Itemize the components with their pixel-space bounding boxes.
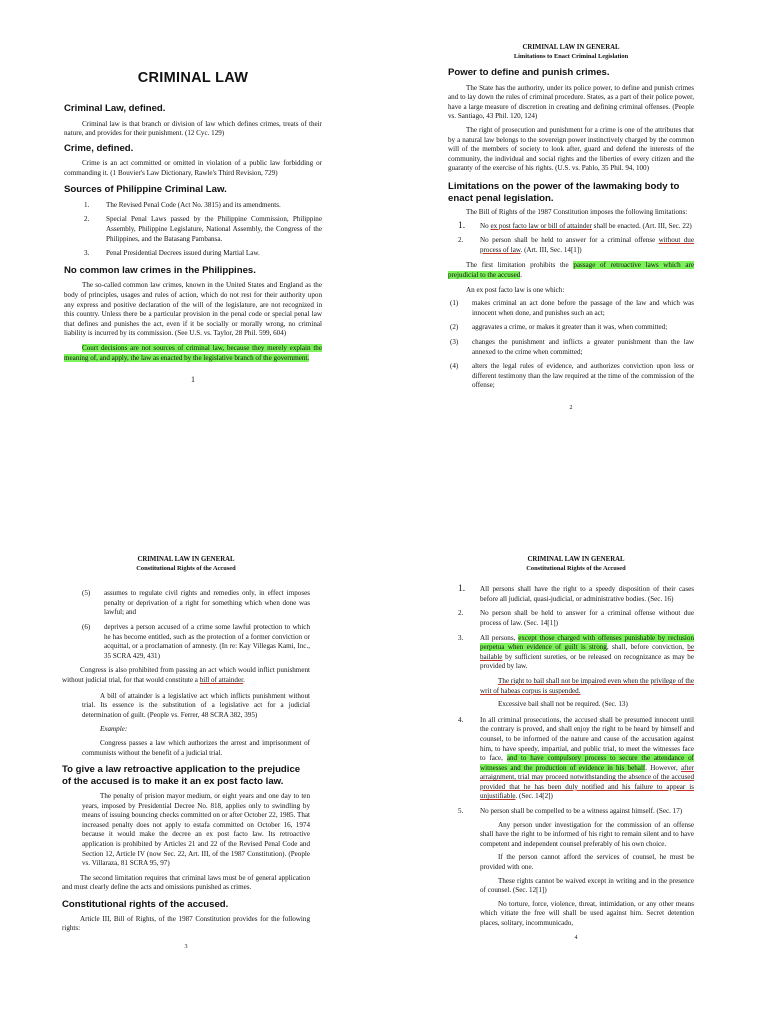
heading-retroactive: To give a law retroactive application to the prejudice of the accused is to make it an ex post facto law. [62, 764, 301, 787]
right-2: 2. No person shall be held to answer for a criminal offense without due process of law. (Sec. 14[1]) [458, 609, 694, 627]
example-label: Example: [100, 725, 128, 734]
heading-limitations: Limitations on the power of the lawmaking body to enact penal legislation. [448, 181, 680, 204]
limitation-2: 2. No person shall be held to answer for a criminal offense without due process of law. (Art. III, Sec. 14[1]) [458, 236, 694, 254]
list-number: 1. [84, 200, 90, 209]
paragraph-second-limitation: The second limitation requires that criminal laws must be of general application and must clearly define the acts and omissions punished as crimes. [62, 873, 310, 892]
ex-post-facto-item-6: (6) deprives a person accused of a crime some lawful protection to which he has become entitled, such as the protection of a former conviction or acquittal, or a proclamation of amnesty. (In re: Kay Villegas Kami, Inc., 35 SCRA 429, 431) [82, 622, 310, 660]
underline-trial-in-absentia: after arraignment, trial may proceed notwithstanding the absence of the accused provided that he has been duly notified and his failure to appear is unjustifiable [480, 763, 694, 801]
list-item-source-1 [64, 201, 322, 211]
paragraph-crime-definition: Crime is an act committed or omitted in violation of a public law forbidding or commanding it. (1 Bouvier's Law Dictionary, Rawle's Third Revision, 729) [64, 159, 322, 177]
running-subhead: Constitutional Rights of the Accused [526, 564, 626, 572]
paragraph-counsel-provided: If the person cannot afford the services of counsel, he must be provided with one. [480, 853, 694, 872]
paragraph-investigation-rights: Any person under investigation for the commission of an offense shall have the right to be informed of his right to remain silent and to have competent and independent counsel preferably of his own choice. [480, 820, 694, 848]
page-number: 3 [184, 943, 188, 950]
paragraph-ex-post-facto-intro: An ex post facto law is one which: [466, 285, 565, 294]
underline-ex-post-facto: ex post facto law or bill of attainder [490, 221, 592, 230]
page-4 [384, 512, 768, 1024]
list-number: 1. [458, 220, 466, 231]
highlight-court-decisions: Court decisions are not sources of criminal law, because they merely explain the meaning of, and apply, the law as enacted by the legislative branch of the government. [64, 343, 322, 362]
paragraph-bill-of-rights: The Bill of Rights of the 1987 Constitution imposes the following limitations: [466, 208, 688, 217]
right-1: 1. All persons shall have the right to a speedy disposition of their cases before all judicial, quasi-judicial, or administrative bodies. (Sec. 16) [458, 584, 694, 603]
paragraph-common-law: The so-called common law crimes, known in the United States and England as the body of principles, usages and rules of action, which do not rest for their authority upon any express and positive declaration of the will of the legislature, are not recognized in this country. Unless there be a particular provision in the penal code or special penal law that defines and punishes the act, even if it be socially or morally wrong, no criminal liability is incurred by its commission. (See U.S. vs. Taylor, 28 Phil. 599, 604) [64, 281, 322, 338]
paragraph-penalty: The penalty of prision mayor medium, or eight years and one day to ten years, imposed by Presidential Decree No. 818, applies only to swindling by means of issuing bouncing checks committed on or after October 22, 1985. That increased penalty does not apply to estafa committed on October 16, 1974 because it would make the decree an ex post facto law. Its retroactive application is prohibited by Articles 21 and 22 of the Revised Penal Code and Section 12, Article IV (now Sec. 22, Art. III, of the 1987 Constitution). (People vs. Villaraza, 81 SCRA 95, 97) [82, 792, 310, 868]
paragraph-right-to-bail [458, 677, 694, 696]
paragraph-article-iii: Article III, Bill of Rights, of the 1987 Constitution provides for the following rights: [62, 914, 310, 933]
paragraph-first-limitation: The first limitation prohibits the passage of retroactive laws which are prejudicial to the accused. [448, 261, 694, 279]
underline-bailable: be bailable [480, 643, 694, 661]
ex-post-facto-item-2: (2) aggravates a crime, or makes it greater than it was, when committed; [450, 323, 668, 332]
list-text: Special Penal Laws passed by the Philippine Commission, Philippine Assembly, Philippine Legislature, National Assembly, the Congress of the Philippines, and the Batasang Pambansa. [106, 215, 322, 243]
list-number: 2. [84, 215, 90, 224]
heading-criminal-law-defined: Criminal Law, defined. [64, 103, 166, 114]
paragraph-congress: Congress is also prohibited from passing an act which would inflict punishment without judicial trial, for that would constitute a bill of attainder. [62, 666, 310, 684]
paragraph-bill-of-attainder: A bill of attainder is a legislative act which inflicts punishment without trial. Its essence is the substitution of a legislative act for a judicial determination of guilt. (People vs. Ferrer, 48 SCRA 382, 395) [82, 691, 310, 719]
ex-post-facto-item-4: (4) alters the legal rules of evidence, and authorizes conviction upon less or different testimony than the law required at the time of the commission of the offense; [450, 362, 694, 390]
heading-sources: Sources of Philippine Criminal Law. [64, 184, 227, 196]
highlight-retroactive-laws: passage of retroactive laws which are prejudicial to the accused [448, 261, 694, 279]
highlight-compulsory-process: and to have compulsory process to secure the attendance of witnesses and the production of evidence in his behalf [480, 754, 694, 772]
underline-due-process: without due process of law [480, 236, 694, 254]
page-number: 4 [574, 934, 578, 941]
heading-crime-defined: Crime, defined. [64, 142, 134, 154]
paragraph-state-authority: The State has the authority, under its police power, to define and punish crimes and to lay down the rules of criminal procedure. States, as a part of their police power, have a large measure of discretion in creating and defining criminal offenses. (People vs. Santiago, 43 Phil. 120, 124) [448, 83, 694, 121]
page-2 [384, 0, 768, 512]
highlight-reclusion-perpetua: except those charged with offenses punishable by reclusion perpetua when evidence of guilt is strong [480, 633, 694, 652]
underline-right-to-bail: The right to bail shall not be impaired even when the privilege of the writ of habeas corpus is suspended. [480, 676, 694, 695]
paragraph-waiver: These rights cannot be waived except in writing and in the presence of counsel. (Sec. 12[1]) [480, 876, 694, 895]
limitation-1: 1. No ex post facto law or bill of attainder shall be enacted. (Art. III, Sec. 22) [458, 220, 692, 231]
running-subhead: Constitutional Rights of the Accused [136, 564, 236, 572]
list-number: 2. [458, 236, 464, 245]
right-3: 3. All persons, except those charged with offenses punishable by reclusion perpetua when evidence of guilt is strong, shall, before conviction, be bailable by sufficient sureties, or be released on recognizance as may be provided by law. [458, 633, 694, 671]
paragraph-court-decisions [64, 344, 322, 363]
running-head: CRIMINAL LAW IN GENERAL [527, 556, 625, 563]
page-1 [0, 0, 384, 512]
underline-bill-of-attainder: bill of attainder [199, 675, 244, 684]
paragraph-right-of-prosecution: The right of prosecution and punishment for a crime is one of the attributes that by a natural law belongs to the sovereign power instinctively charged by the common will of the members of society to look after, guard and defend the interests of the community, the individual and social rights and the liberties of every citizen and the guaranty of the exercise of his rights. (U.S. vs. Pablo, 35 Phil. 94, 100) [448, 126, 694, 173]
paragraph-no-torture: No torture, force, violence, threat, intimidation, or any other means which vitiate the free will shall be used against him. Secret detention places, solitary, incommunicado, [480, 899, 694, 927]
list-item-source-3 [64, 249, 322, 259]
list-text: Penal Presidential Decrees issued during Martial Law. [106, 249, 260, 258]
page-number: 2 [569, 404, 573, 411]
document-title: CRIMINAL LAW [137, 70, 249, 86]
paragraph-excessive-bail: Excessive bail shall not be required. (Sec. 13) [498, 700, 628, 709]
running-head: CRIMINAL LAW IN GENERAL [522, 44, 620, 51]
ex-post-facto-item-3: (3) changes the punishment and inflicts a greater punishment than the law annexed to the crime when committed; [450, 337, 694, 356]
list-text: The Revised Penal Code (Act No. 3815) and its amendments. [106, 200, 281, 209]
heading-constitutional-rights: Constitutional rights of the accused. [62, 899, 229, 911]
running-subhead: Limitations to Enact Criminal Legislation [513, 52, 629, 60]
heading-power: Power to define and punish crimes. [448, 67, 610, 79]
ex-post-facto-item-5: (5) assumes to regulate civil rights and remedies only, in effect imposes penalty or deprivation of a right for something which when done was lawful; and [82, 589, 310, 617]
right-4: 4. In all criminal prosecutions, the accused shall be presumed innocent until the contrary is proved, and shall enjoy the right to be heard by himself and counsel, to be informed of the nature and cause of the accusation against him, to have speedy, impartial, and public trial, to meet the witnesses face to face, and to have compulsory process to secure the attendance of witnesses and the production of evidence in his behalf. However, after arraignment, trial may proceed notwithstanding the absence of the accused provided that he has been duly notified and his failure to appear is unjustifiable. (Sec. 14[2]) [458, 715, 694, 801]
running-head: CRIMINAL LAW IN GENERAL [137, 556, 235, 563]
list-item-source-2 [64, 215, 322, 244]
page-number: 1 [191, 375, 195, 385]
paragraph-example: Congress passes a law which authorizes the arrest and imprisonment of communists without the benefit of a judicial trial. [82, 738, 310, 757]
right-5: 5. No person shall be compelled to be a witness against himself. (Sec. 17) [458, 807, 683, 816]
ex-post-facto-item-1: (1) makes criminal an act done before the passage of the law and which was innocent when done, and punishes such an act; [450, 299, 694, 317]
list-number: 3. [84, 249, 90, 258]
paragraph-criminal-law-definition: Criminal law is that branch or division of law which defines crimes, treats of their nature, and provides for their punishment. (12 Cyc. 129) [64, 119, 322, 138]
page-3 [0, 512, 384, 1024]
heading-common-law: No common law crimes in the Philippines. [64, 264, 256, 276]
